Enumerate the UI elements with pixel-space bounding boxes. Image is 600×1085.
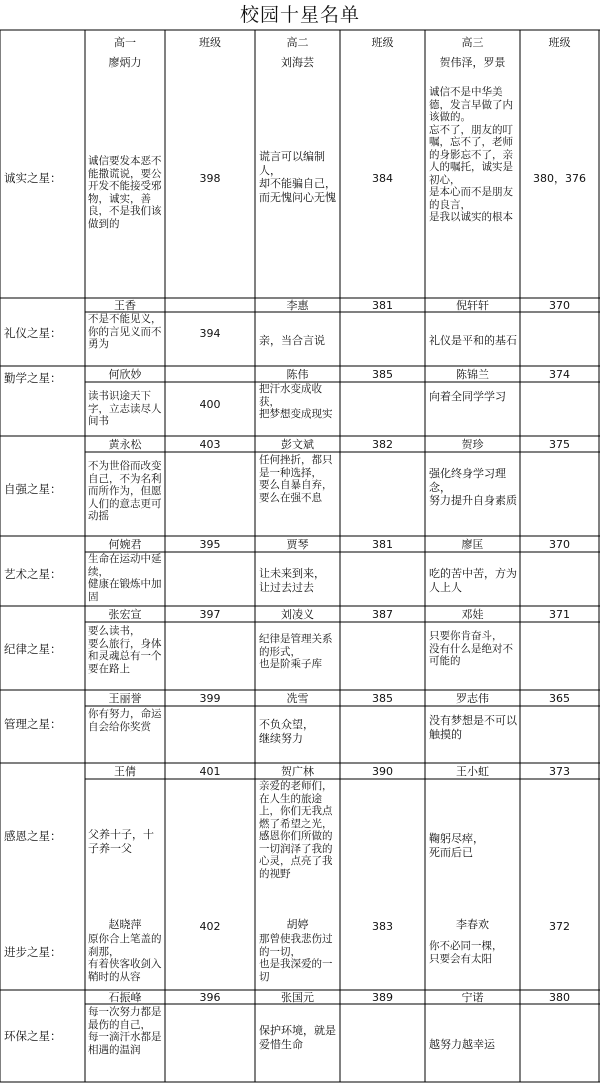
- winner-quote: 诚信不是中华美德，发言早做了内该做的。 忘不了，朋友的叮嘱，忘不了，老师的身影忘不了，亲人的嘱托，诚实是初心， 是本心而不是朋友的良言， 是我以诚实的根本: [429, 86, 513, 223]
- winner-quote: 让未来到来， 让过去过去: [259, 567, 325, 594]
- winner-name: 刘海芸: [281, 56, 314, 69]
- winner-class: 401: [199, 765, 221, 778]
- winner-class: 374: [549, 368, 570, 381]
- header-class3: 班级: [548, 36, 571, 49]
- winner-class: 384: [372, 172, 393, 185]
- winner-class: 390: [372, 765, 393, 778]
- header-class1: 班级: [199, 36, 221, 49]
- winner-class: 398: [199, 172, 221, 185]
- winner-quote: 读书识途天下字，立志读尽人间书: [88, 390, 162, 427]
- header-grade1: 高一: [114, 36, 136, 49]
- winner-name: 王丽誉: [108, 692, 142, 705]
- winner-name: 张宏宣: [108, 608, 142, 621]
- winner-name: 邓娃: [461, 608, 484, 621]
- winner-quote: 礼仪是平和的基石: [429, 334, 517, 347]
- winner-quote: 你不必同一棵， 只要会有太阳: [429, 940, 503, 965]
- winner-quote: 亲，当合言说: [259, 334, 325, 347]
- winner-class: 380，376: [533, 172, 586, 185]
- winner-name: 王倩: [114, 765, 136, 778]
- winner-quote: 原你合上笔盖的刹那， 有着侠客收剑入鞘时的从容: [88, 933, 162, 983]
- winner-quote: 不负众望， 继续努力: [259, 718, 314, 745]
- category-label: 诚实之星：: [4, 172, 62, 185]
- winner-class: 365: [549, 692, 570, 705]
- winner-class: 402: [199, 920, 221, 933]
- winner-quote: 把汗水变成收获， 把梦想变成现实: [259, 383, 333, 420]
- winner-class: 370: [549, 538, 570, 551]
- winner-class: 381: [372, 538, 393, 551]
- winner-name: 贺珍: [461, 438, 484, 451]
- category-label: 感恩之星：: [4, 830, 62, 843]
- winner-class: 397: [199, 608, 221, 621]
- winner-name: 刘凌义: [281, 608, 314, 621]
- winner-name: 贾琴: [286, 538, 309, 551]
- winner-quote: 强化终身学习理念， 努力提升自身素质: [429, 467, 517, 507]
- category-label: 礼仪之星：: [4, 327, 62, 340]
- winner-class: 387: [372, 608, 393, 621]
- winner-name: 倪轩轩: [456, 299, 489, 312]
- header-class2: 班级: [371, 36, 394, 49]
- winner-name: 冼雪: [286, 692, 309, 705]
- winner-name: 罗志伟: [456, 692, 489, 705]
- winner-name: 王小虹: [456, 765, 489, 778]
- winner-class: 389: [372, 991, 393, 1004]
- winner-quote: 那曾使我悲伤过的一切， 也是我深爱的一切: [259, 933, 333, 983]
- winner-name: 陈伟: [286, 368, 309, 381]
- winner-quote: 向着全同学学习: [429, 390, 506, 403]
- page-title: 校园十星名单: [239, 4, 360, 26]
- category-label: 纪律之星：: [4, 643, 62, 656]
- winner-name: 陈锦兰: [456, 368, 489, 381]
- winner-name: 黄永松: [108, 438, 142, 451]
- category-label: 管理之星：: [4, 718, 62, 731]
- winner-quote: 诚信要发本恶不能撒谎说，要公开发不能接受邪物，诚实，善良，不是我们该做到的: [88, 155, 162, 230]
- winner-class: 372: [549, 920, 570, 933]
- category-label: 自强之星：: [4, 483, 62, 496]
- category-label: 勤学之星：: [4, 372, 62, 385]
- winner-quote: 你有努力，命运自会给你奖赏: [88, 708, 162, 733]
- winner-class: 400: [199, 398, 221, 411]
- winner-class: 373: [549, 765, 570, 778]
- category-label: 环保之星：: [4, 1030, 62, 1043]
- winner-quote: 只要你肯奋斗， 没有什么是绝对不可能的: [429, 630, 513, 667]
- winner-name: 何欣妙: [108, 368, 142, 381]
- winner-quote: 保护环境，就是爱惜生命: [259, 1024, 336, 1051]
- winner-name: 李春欢: [456, 918, 489, 931]
- winner-class: 385: [372, 692, 393, 705]
- winner-class: 383: [372, 920, 393, 933]
- winner-class: 394: [199, 327, 221, 340]
- winner-quote: 父养十子，十子养一父: [88, 828, 154, 855]
- winner-class: 395: [199, 538, 221, 551]
- winner-name: 王香: [114, 299, 136, 312]
- winner-name: 李惠: [286, 299, 309, 312]
- winner-quote: 每一次努力都是最伤的自己， 每一滴汗水都是相遇的温润: [88, 1006, 162, 1056]
- winner-name: 张国元: [281, 991, 314, 1004]
- winner-class: 399: [199, 692, 221, 705]
- winner-quote: 生命在运动中延续， 健康在锻炼中加固: [88, 553, 162, 603]
- header-grade3: 高三: [461, 36, 484, 49]
- winner-class: 403: [199, 438, 221, 451]
- winner-name: 石振峰: [108, 991, 142, 1004]
- winner-class: 380: [549, 991, 570, 1004]
- winner-name: 贺广林: [281, 765, 314, 778]
- winner-quote: 鞠躬尽瘁， 死而后已: [429, 832, 484, 859]
- winner-class: 382: [372, 438, 393, 451]
- winner-quote: 亲爱的老师们， 在人生的旅途上，你们无我点燃了希望之光，感恩你们所做的一切润泽了我的心灵，点亮了我的视野: [259, 780, 333, 880]
- category-label: 艺术之星：: [4, 568, 62, 581]
- winner-class: 396: [199, 991, 221, 1004]
- winner-name: 廖匡: [461, 538, 484, 551]
- winner-class: 371: [549, 608, 570, 621]
- winner-name: 何婉君: [108, 538, 142, 551]
- winner-quote: 纪律是管理关系的形式， 也是阶乘子库: [259, 633, 333, 670]
- winner-quote: 吃的苦中苦，方为人上人: [429, 567, 517, 594]
- winner-name: 胡婷: [286, 918, 309, 931]
- winner-quote: 越努力越幸运: [429, 1038, 495, 1051]
- winner-quote: 不是不能见义，你的言见义而不勇为: [88, 313, 162, 350]
- winner-quote: 没有梦想是不可以触摸的: [429, 714, 517, 741]
- winner-quote: 谎言可以编制人， 却不能骗自己，而无愧问心无愧: [259, 150, 336, 204]
- winner-name: 贺伟泽，罗景: [439, 56, 506, 69]
- winner-class: 381: [372, 299, 393, 312]
- category-label: 进步之星：: [4, 946, 62, 959]
- winner-name: 宁诺: [461, 991, 484, 1004]
- winner-class: 370: [549, 299, 570, 312]
- winner-name: 赵晓萍: [108, 918, 142, 931]
- winner-class: 375: [549, 438, 570, 451]
- winner-name: 廖炳力: [108, 56, 142, 69]
- winner-name: 彭文斌: [281, 438, 314, 451]
- winner-quote: 任何挫折，都只是一种选择， 要么自暴自弃，要么在强不息: [259, 454, 333, 504]
- winner-class: 385: [372, 368, 393, 381]
- winner-quote: 不为世俗而改变自己，不为名利而所作为，但愿人们的意志更可动摇: [88, 460, 162, 522]
- header-grade2: 高二: [286, 36, 309, 49]
- winner-quote: 要么读书， 要么旅行，身体和灵魂总有一个要在路上: [88, 625, 162, 675]
